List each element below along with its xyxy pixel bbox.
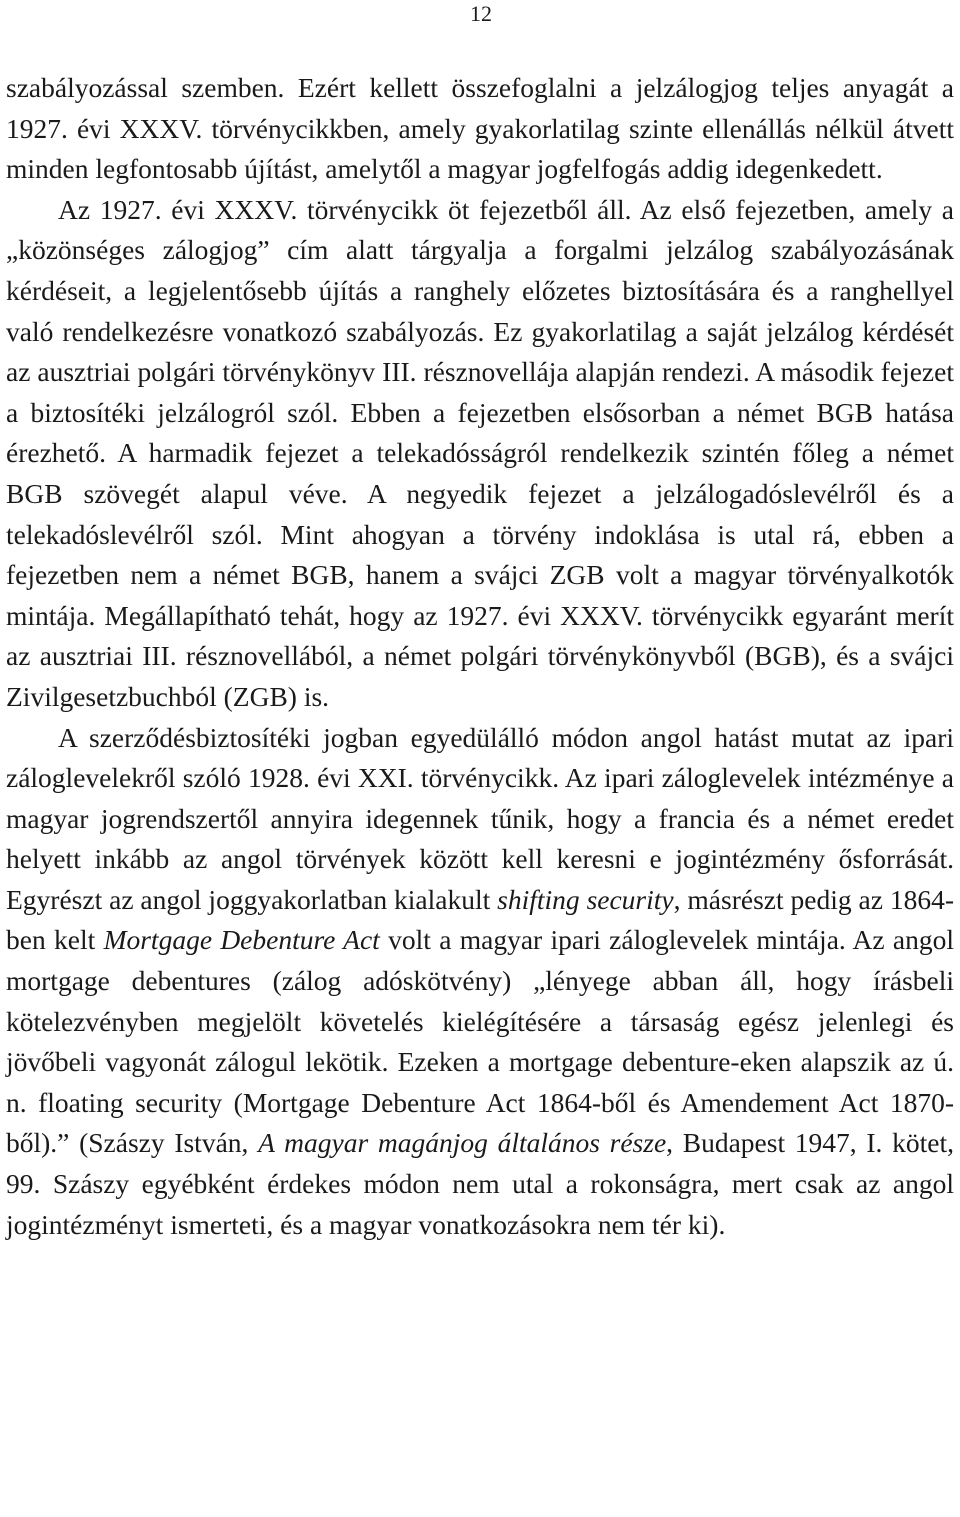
italic-title-mortgage-debenture-act: Mortgage Debenture Act (103, 924, 380, 956)
italic-term-shifting-security: shifting security (497, 883, 674, 915)
italic-book-title: A magyar magánjog általános része (258, 1127, 667, 1159)
paragraph-2-text: Az 1927. évi XXXV. törvénycikk öt fejezetből áll. Az első fejezetben, amely a „közönséges zálogjog” cím alatt tárgyalja a forgalmi jelzálog szabályozásának kérdéseit, a legjelentősebb újítás a ranghely előzetes biztosítására és a ranghellyel való rendelkezésre vonatkozó szabályozás. Ez gyakorlatilag a saját jelzálog kérdését az ausztriai polgári törvénykönyv III. résznovellája alapján rendezi. A második fejezet a biztosítéki jelzálogról szól. Ebben a fejezetben elsősorban a német BGB hatása érezhető. A harmadik fejezet a telekadósságról rendelkezik szintén főleg a német BGB szövegét alapul véve. A negyedik fejezet a jelzálogadóslevélről és a telekadóslevélről szól. Mint ahogyan a törvény indoklása is utal rá, ebben a fejezetben nem a német BGB, hanem a svájci ZGB volt a magyar törvényalkotók mintája. Megállapítható tehát, hogy az 1927. évi XXXV. törvénycikk egyaránt merít az ausztriai III. résznovellából, a német polgári törvénykönyvből (BGB), és a svájci Zivilgesetzbuchból (ZGB) is. (6, 193, 954, 712)
paragraph-1 (6, 68, 954, 190)
paragraph-2 (6, 190, 954, 718)
paragraph-3 (6, 718, 954, 1246)
paragraph-3-text-3: volt a magyar ipari záloglevelek mintája. Az angol mortgage debentures (zálog adóskötvény) „lényege abban áll, hogy írásbeli kötelezvényben megjelölt követelés kielégítésére a társaság egész jelenlegi és jövőbeli vagyonát zálogul lekötik. Ezeken a mortgage debenture-eken alapszik az ú. n. floating security (Mortgage Debenture Act 1864-ből és Amendement Act 1870-ből).” (Szászy István, (6, 924, 955, 1159)
document-body (6, 68, 954, 1245)
page-number: 12 (470, 1, 492, 26)
paragraph-1-text: szabályozással szemben. Ezért kellett összefoglalni a jelzálogjog teljes anyagát a 1927. évi XXXV. törvénycikkben, amely gyakorlatilag szinte ellenállás nélkül átvett minden legfontosabb újítást, amelytől a magyar jogfelfogás addig idegenkedett. (6, 72, 954, 185)
paragraph-3-text-4: , Budapest 1947, I. kötet, 99. Szászy egyébként érdekes módon nem utal a rokonságra, mert csak az angol jogintézményt ismerteti, és a magyar vonatkozásokra nem tér ki). (6, 1127, 954, 1240)
paragraph-3-text-1: A szerződésbiztosítéki jogban egyedülálló módon angol hatást mutat az ipari záloglevelekről szóló 1928. évi XXI. törvénycikk. Az ipari záloglevelek intézménye a magyar jogrendszertől annyira idegennek tűnik, hogy a francia és a német eredet helyett inkább az angol törvények között kell keresni e jogintézmény ősforrását. Egyrészt az angol joggyakorlatban kialakult (6, 721, 954, 915)
paragraph-3-text-2: , másrészt pedig az 1864-ben kelt (6, 883, 954, 956)
